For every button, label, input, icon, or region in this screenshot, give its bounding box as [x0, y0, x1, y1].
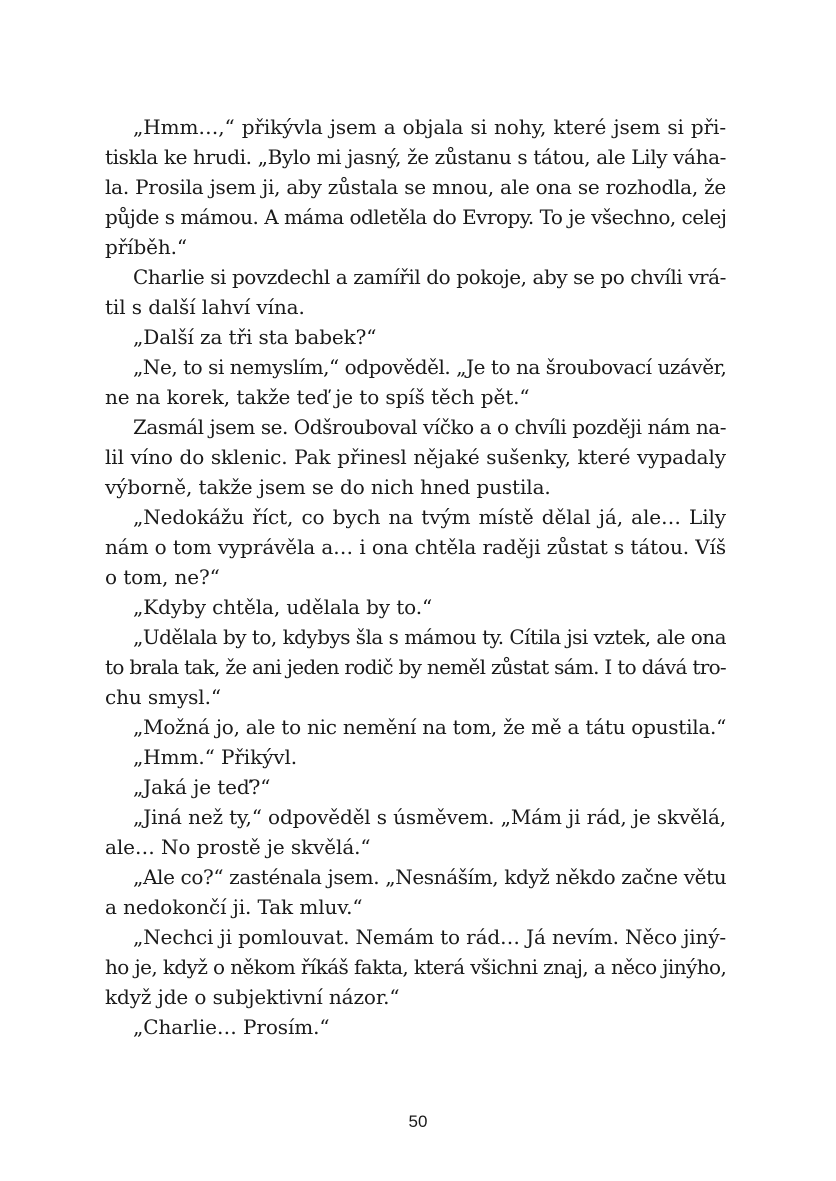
- text-line: o tom, ne?“: [105, 565, 220, 589]
- text-line: Charlie si povzdechl a zamířil do pokoje, aby se po chvíli vrá-: [133, 265, 726, 289]
- page-number: 50: [408, 1112, 428, 1131]
- text-line: „Ale co?“ zasténala jsem. „Nesnáším, když někdo začne větu: [133, 865, 727, 889]
- text-line: chu smysl.“: [105, 685, 221, 709]
- text-line: „Nechci ji pomlouvat. Nemám to rád… Já nevím. Něco jiný-: [133, 925, 726, 949]
- text-line: „Hmm…,“ přikývla jsem a objala si nohy, které jsem si při-: [133, 115, 726, 139]
- text-line: til s další lahví vína.: [105, 295, 305, 319]
- text-line: když jde o subjektivní názor.“: [105, 985, 400, 1009]
- text-line: „Jiná než ty,“ odpověděl s úsměvem. „Mám ji rád, je skvělá,: [133, 805, 726, 829]
- text-line: „Jaká je teď?“: [133, 775, 271, 799]
- text-line: příběh.“: [105, 235, 188, 259]
- text-line: Zasmál jsem se. Odšrouboval víčko a o chvíli později nám na-: [133, 415, 726, 439]
- text-line: la. Prosila jsem ji, aby zůstala se mnou, ale ona se rozhodla, že: [105, 175, 726, 199]
- text-line: „Kdyby chtěla, udělala by to.“: [133, 595, 433, 619]
- text-line: ale… No prostě je skvělá.“: [105, 835, 371, 859]
- text-line: „Udělala by to, kdybys šla s mámou ty. Cítila jsi vztek, ale ona: [133, 625, 726, 649]
- text-line: to brala tak, že ani jeden rodič by neměl zůstat sám. I to dává tro-: [105, 655, 726, 679]
- text-line: ne na korek, takže teď je to spíš těch pět.“: [105, 385, 530, 409]
- text-line: lil víno do sklenic. Pak přinesl nějaké sušenky, které vypadaly: [105, 445, 726, 469]
- text-line: „Charlie… Prosím.“: [133, 1015, 330, 1039]
- text-line: „Možná jo, ale to nic nemění na tom, že mě a tátu opustila.“: [133, 715, 727, 739]
- text-line: „Ne, to si nemyslím,“ odpověděl. „Je to na šroubovací uzávěr,: [133, 355, 727, 379]
- text-line: půjde s mámou. A máma odletěla do Evropy. To je všechno, celej: [105, 205, 727, 229]
- text-line: „Hmm.“ Přikývl.: [133, 745, 298, 769]
- text-line: nám o tom vyprávěla a… i ona chtěla raději zůstat s tátou. Víš: [105, 535, 726, 559]
- text-line: „Nedokážu říct, co bych na tvým místě dělal já, ale… Lily: [133, 505, 726, 529]
- text-line: ho je, když o někom říkáš fakta, která všichni znaj, a něco jinýho,: [105, 955, 727, 979]
- text-line: tiskla ke hrudi. „Bylo mi jasný, že zůstanu s tátou, ale Lily váha-: [105, 145, 726, 169]
- text-line: „Další za tři sta babek?“: [133, 325, 377, 349]
- text-line: výborně, takže jsem se do nich hned pustila.: [105, 475, 551, 499]
- text-line: a nedokončí ji. Tak mluv.“: [105, 895, 363, 919]
